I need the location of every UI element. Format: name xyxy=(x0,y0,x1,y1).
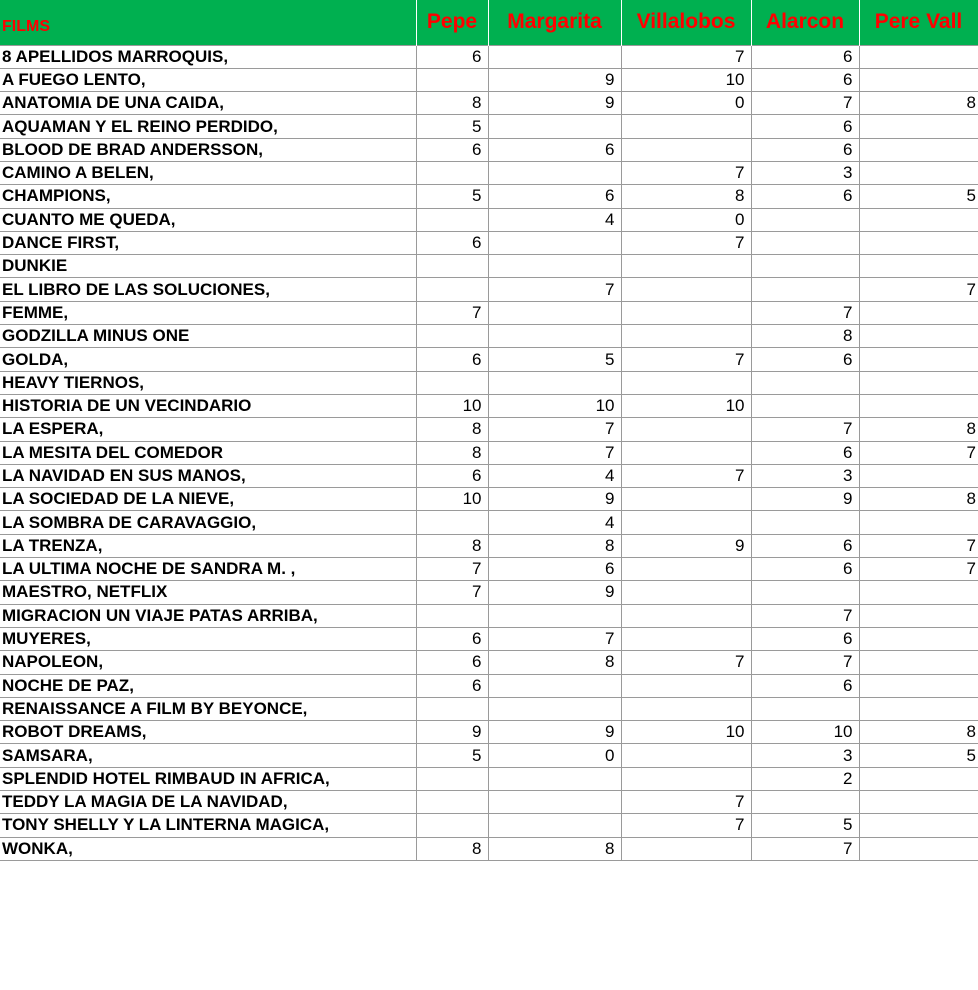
villalobos-rating-cell[interactable]: 10 xyxy=(621,68,751,91)
pepe-rating-cell[interactable]: 10 xyxy=(416,488,488,511)
villalobos-rating-cell[interactable]: 10 xyxy=(621,721,751,744)
film-cell[interactable]: SAMSARA, xyxy=(0,744,416,767)
table-row xyxy=(0,371,978,394)
header-alarcon[interactable]: Alarcon xyxy=(751,0,859,45)
pere-vall-rating-cell[interactable] xyxy=(859,301,978,324)
table-row xyxy=(0,161,978,184)
pere-vall-rating-cell[interactable] xyxy=(859,115,978,138)
alarcon-rating-cell[interactable]: 3 xyxy=(751,161,859,184)
villalobos-rating-cell[interactable] xyxy=(621,627,751,650)
pepe-rating-cell[interactable]: 6 xyxy=(416,45,488,68)
pepe-rating-cell[interactable]: 6 xyxy=(416,627,488,650)
table-row xyxy=(0,185,978,208)
pere-vall-rating-cell[interactable] xyxy=(859,325,978,348)
alarcon-rating-cell[interactable]: 6 xyxy=(751,534,859,557)
pere-vall-rating-cell[interactable] xyxy=(859,604,978,627)
pere-vall-rating-cell[interactable]: 7 xyxy=(859,278,978,301)
pere-vall-rating-cell[interactable] xyxy=(859,68,978,91)
margarita-rating-cell[interactable] xyxy=(488,791,621,814)
margarita-rating-cell[interactable] xyxy=(488,325,621,348)
pepe-rating-cell[interactable] xyxy=(416,814,488,837)
header-pepe[interactable]: Pepe xyxy=(416,0,488,45)
margarita-rating-cell[interactable] xyxy=(488,697,621,720)
pepe-rating-cell[interactable]: 6 xyxy=(416,651,488,674)
alarcon-rating-cell[interactable]: 9 xyxy=(751,488,859,511)
table-row xyxy=(0,558,978,581)
pere-vall-rating-cell[interactable]: 7 xyxy=(859,558,978,581)
alarcon-rating-cell[interactable] xyxy=(751,208,859,231)
villalobos-rating-cell[interactable] xyxy=(621,115,751,138)
villalobos-rating-cell[interactable] xyxy=(621,441,751,464)
pepe-rating-cell[interactable]: 8 xyxy=(416,534,488,557)
margarita-rating-cell[interactable]: 4 xyxy=(488,208,621,231)
alarcon-rating-cell[interactable]: 7 xyxy=(751,651,859,674)
villalobos-rating-cell[interactable] xyxy=(621,837,751,860)
margarita-rating-cell[interactable]: 6 xyxy=(488,138,621,161)
alarcon-rating-cell[interactable] xyxy=(751,278,859,301)
alarcon-rating-cell[interactable]: 7 xyxy=(751,837,859,860)
pepe-rating-cell[interactable] xyxy=(416,208,488,231)
pepe-rating-cell[interactable] xyxy=(416,791,488,814)
table-row xyxy=(0,511,978,534)
alarcon-rating-cell[interactable]: 10 xyxy=(751,721,859,744)
alarcon-rating-cell[interactable]: 8 xyxy=(751,325,859,348)
table-row xyxy=(0,581,978,604)
margarita-rating-cell[interactable] xyxy=(488,255,621,278)
pere-vall-rating-cell[interactable] xyxy=(859,255,978,278)
villalobos-rating-cell[interactable]: 7 xyxy=(621,45,751,68)
table-row xyxy=(0,92,978,115)
pere-vall-rating-cell[interactable] xyxy=(859,138,978,161)
alarcon-rating-cell[interactable] xyxy=(751,697,859,720)
pere-vall-rating-cell[interactable]: 7 xyxy=(859,534,978,557)
pere-vall-rating-cell[interactable] xyxy=(859,697,978,720)
header-pere-vall[interactable]: Pere Vall xyxy=(859,0,978,45)
margarita-rating-cell[interactable] xyxy=(488,301,621,324)
pepe-rating-cell[interactable]: 7 xyxy=(416,581,488,604)
film-cell[interactable]: CHAMPIONS, xyxy=(0,185,416,208)
film-cell[interactable]: LA NAVIDAD EN SUS MANOS, xyxy=(0,464,416,487)
film-cell[interactable]: AQUAMAN Y EL REINO PERDIDO, xyxy=(0,115,416,138)
film-cell[interactable]: GODZILLA MINUS ONE xyxy=(0,325,416,348)
villalobos-rating-cell[interactable] xyxy=(621,325,751,348)
margarita-rating-cell[interactable] xyxy=(488,115,621,138)
pepe-rating-cell[interactable] xyxy=(416,697,488,720)
table-row xyxy=(0,255,978,278)
villalobos-rating-cell[interactable] xyxy=(621,674,751,697)
margarita-rating-cell[interactable]: 8 xyxy=(488,651,621,674)
alarcon-rating-cell[interactable] xyxy=(751,231,859,254)
margarita-rating-cell[interactable] xyxy=(488,674,621,697)
pepe-rating-cell[interactable] xyxy=(416,255,488,278)
pepe-rating-cell[interactable]: 5 xyxy=(416,185,488,208)
alarcon-rating-cell[interactable]: 3 xyxy=(751,744,859,767)
table-row xyxy=(0,208,978,231)
villalobos-rating-cell[interactable]: 7 xyxy=(621,814,751,837)
pere-vall-rating-cell[interactable] xyxy=(859,814,978,837)
table-row xyxy=(0,231,978,254)
pere-vall-rating-cell[interactable] xyxy=(859,581,978,604)
alarcon-rating-cell[interactable]: 6 xyxy=(751,348,859,371)
alarcon-rating-cell[interactable] xyxy=(751,511,859,534)
pere-vall-rating-cell[interactable]: 5 xyxy=(859,185,978,208)
villalobos-rating-cell[interactable] xyxy=(621,301,751,324)
table-row xyxy=(0,744,978,767)
table-row xyxy=(0,837,978,860)
pere-vall-rating-cell[interactable] xyxy=(859,348,978,371)
margarita-rating-cell[interactable]: 6 xyxy=(488,558,621,581)
table-row xyxy=(0,674,978,697)
table-row xyxy=(0,814,978,837)
villalobos-rating-cell[interactable] xyxy=(621,744,751,767)
pepe-rating-cell[interactable] xyxy=(416,604,488,627)
pere-vall-rating-cell[interactable] xyxy=(859,837,978,860)
table-row xyxy=(0,325,978,348)
villalobos-rating-cell[interactable]: 0 xyxy=(621,208,751,231)
margarita-rating-cell[interactable]: 9 xyxy=(488,581,621,604)
table-row xyxy=(0,651,978,674)
pepe-rating-cell[interactable]: 5 xyxy=(416,744,488,767)
table-row xyxy=(0,441,978,464)
table-row xyxy=(0,721,978,744)
pepe-rating-cell[interactable] xyxy=(416,161,488,184)
film-cell[interactable]: LA ESPERA, xyxy=(0,418,416,441)
film-cell[interactable]: ANATOMIA DE UNA CAIDA, xyxy=(0,92,416,115)
margarita-rating-cell[interactable]: 4 xyxy=(488,464,621,487)
pere-vall-rating-cell[interactable] xyxy=(859,464,978,487)
film-cell[interactable]: RENAISSANCE A FILM BY BEYONCE, xyxy=(0,697,416,720)
alarcon-rating-cell[interactable]: 6 xyxy=(751,441,859,464)
table-body xyxy=(0,45,978,860)
alarcon-rating-cell[interactable] xyxy=(751,791,859,814)
villalobos-rating-cell[interactable] xyxy=(621,511,751,534)
alarcon-rating-cell[interactable] xyxy=(751,255,859,278)
villalobos-rating-cell[interactable]: 10 xyxy=(621,394,751,417)
pere-vall-rating-cell[interactable] xyxy=(859,394,978,417)
pere-vall-rating-cell[interactable] xyxy=(859,231,978,254)
header-villalobos[interactable]: Villalobos xyxy=(621,0,751,45)
villalobos-rating-cell[interactable]: 7 xyxy=(621,791,751,814)
alarcon-rating-cell[interactable]: 6 xyxy=(751,45,859,68)
villalobos-rating-cell[interactable] xyxy=(621,418,751,441)
pere-vall-rating-cell[interactable]: 8 xyxy=(859,721,978,744)
film-cell[interactable]: MAESTRO, NETFLIX xyxy=(0,581,416,604)
alarcon-rating-cell[interactable] xyxy=(751,371,859,394)
pepe-rating-cell[interactable] xyxy=(416,278,488,301)
margarita-rating-cell[interactable]: 0 xyxy=(488,744,621,767)
film-cell[interactable]: MUYERES, xyxy=(0,627,416,650)
alarcon-rating-cell[interactable]: 7 xyxy=(751,301,859,324)
pere-vall-rating-cell[interactable]: 7 xyxy=(859,441,978,464)
alarcon-rating-cell[interactable]: 6 xyxy=(751,68,859,91)
margarita-rating-cell[interactable]: 7 xyxy=(488,278,621,301)
table-row xyxy=(0,68,978,91)
margarita-rating-cell[interactable]: 5 xyxy=(488,348,621,371)
pere-vall-rating-cell[interactable] xyxy=(859,511,978,534)
pere-vall-rating-cell[interactable] xyxy=(859,161,978,184)
film-cell[interactable]: DANCE FIRST, xyxy=(0,231,416,254)
pepe-rating-cell[interactable]: 8 xyxy=(416,418,488,441)
villalobos-rating-cell[interactable] xyxy=(621,138,751,161)
table-row xyxy=(0,464,978,487)
pepe-rating-cell[interactable]: 8 xyxy=(416,92,488,115)
pere-vall-rating-cell[interactable] xyxy=(859,651,978,674)
film-cell[interactable]: LA MESITA DEL COMEDOR xyxy=(0,441,416,464)
table-row xyxy=(0,488,978,511)
villalobos-rating-cell[interactable]: 7 xyxy=(621,231,751,254)
villalobos-rating-cell[interactable]: 0 xyxy=(621,92,751,115)
film-cell[interactable]: MIGRACION UN VIAJE PATAS ARRIBA, xyxy=(0,604,416,627)
margarita-rating-cell[interactable]: 8 xyxy=(488,534,621,557)
margarita-rating-cell[interactable] xyxy=(488,767,621,790)
villalobos-rating-cell[interactable] xyxy=(621,488,751,511)
villalobos-rating-cell[interactable] xyxy=(621,278,751,301)
film-cell[interactable]: EL LIBRO DE LAS SOLUCIONES, xyxy=(0,278,416,301)
pepe-rating-cell[interactable] xyxy=(416,68,488,91)
pepe-rating-cell[interactable]: 6 xyxy=(416,138,488,161)
pepe-rating-cell[interactable] xyxy=(416,511,488,534)
film-cell[interactable]: LA ULTIMA NOCHE DE SANDRA M. , xyxy=(0,558,416,581)
margarita-rating-cell[interactable]: 8 xyxy=(488,837,621,860)
alarcon-rating-cell[interactable]: 5 xyxy=(751,814,859,837)
villalobos-rating-cell[interactable]: 8 xyxy=(621,185,751,208)
alarcon-rating-cell[interactable]: 2 xyxy=(751,767,859,790)
pere-vall-rating-cell[interactable]: 8 xyxy=(859,92,978,115)
margarita-rating-cell[interactable]: 6 xyxy=(488,185,621,208)
film-cell[interactable]: FEMME, xyxy=(0,301,416,324)
pere-vall-rating-cell[interactable]: 8 xyxy=(859,418,978,441)
margarita-rating-cell[interactable]: 7 xyxy=(488,441,621,464)
villalobos-rating-cell[interactable] xyxy=(621,581,751,604)
villalobos-rating-cell[interactable] xyxy=(621,255,751,278)
table-row xyxy=(0,138,978,161)
film-cell[interactable]: BLOOD DE BRAD ANDERSSON, xyxy=(0,138,416,161)
villalobos-rating-cell[interactable] xyxy=(621,558,751,581)
villalobos-rating-cell[interactable] xyxy=(621,767,751,790)
alarcon-rating-cell[interactable]: 6 xyxy=(751,674,859,697)
header-margarita[interactable]: Margarita xyxy=(488,0,621,45)
alarcon-rating-cell[interactable] xyxy=(751,394,859,417)
film-cell[interactable]: 8 APELLIDOS MARROQUIS, xyxy=(0,45,416,68)
table-row xyxy=(0,627,978,650)
table-row xyxy=(0,394,978,417)
table-row xyxy=(0,278,978,301)
margarita-rating-cell[interactable] xyxy=(488,161,621,184)
pepe-rating-cell[interactable]: 6 xyxy=(416,674,488,697)
alarcon-rating-cell[interactable]: 6 xyxy=(751,627,859,650)
pepe-rating-cell[interactable] xyxy=(416,767,488,790)
villalobos-rating-cell[interactable]: 7 xyxy=(621,348,751,371)
film-cell[interactable]: CAMINO A BELEN, xyxy=(0,161,416,184)
film-cell[interactable]: LA SOMBRA DE CARAVAGGIO, xyxy=(0,511,416,534)
alarcon-rating-cell[interactable]: 6 xyxy=(751,185,859,208)
pepe-rating-cell[interactable]: 5 xyxy=(416,115,488,138)
margarita-rating-cell[interactable]: 10 xyxy=(488,394,621,417)
film-cell[interactable]: TEDDY LA MAGIA DE LA NAVIDAD, xyxy=(0,791,416,814)
alarcon-rating-cell[interactable]: 7 xyxy=(751,418,859,441)
film-cell[interactable]: GOLDA, xyxy=(0,348,416,371)
header-films[interactable]: FILMS xyxy=(0,0,416,45)
pere-vall-rating-cell[interactable] xyxy=(859,627,978,650)
table-row xyxy=(0,534,978,557)
alarcon-rating-cell[interactable]: 7 xyxy=(751,92,859,115)
pepe-rating-cell[interactable]: 10 xyxy=(416,394,488,417)
villalobos-rating-cell[interactable]: 7 xyxy=(621,651,751,674)
margarita-rating-cell[interactable]: 4 xyxy=(488,511,621,534)
alarcon-rating-cell[interactable]: 3 xyxy=(751,464,859,487)
pere-vall-rating-cell[interactable] xyxy=(859,371,978,394)
header-row xyxy=(0,0,978,45)
villalobos-rating-cell[interactable]: 7 xyxy=(621,161,751,184)
alarcon-rating-cell[interactable]: 6 xyxy=(751,115,859,138)
film-cell[interactable]: CUANTO ME QUEDA, xyxy=(0,208,416,231)
margarita-rating-cell[interactable] xyxy=(488,814,621,837)
villalobos-rating-cell[interactable] xyxy=(621,604,751,627)
film-cell[interactable]: SPLENDID HOTEL RIMBAUD IN AFRICA, xyxy=(0,767,416,790)
film-cell[interactable]: HEAVY TIERNOS, xyxy=(0,371,416,394)
film-cell[interactable]: A FUEGO LENTO, xyxy=(0,68,416,91)
pepe-rating-cell[interactable] xyxy=(416,371,488,394)
margarita-rating-cell[interactable]: 9 xyxy=(488,68,621,91)
pere-vall-rating-cell[interactable] xyxy=(859,208,978,231)
table-row xyxy=(0,45,978,68)
pepe-rating-cell[interactable]: 7 xyxy=(416,558,488,581)
pere-vall-rating-cell[interactable]: 5 xyxy=(859,744,978,767)
pepe-rating-cell[interactable]: 7 xyxy=(416,301,488,324)
table-row xyxy=(0,697,978,720)
film-cell[interactable]: LA TRENZA, xyxy=(0,534,416,557)
table-row xyxy=(0,767,978,790)
alarcon-rating-cell[interactable]: 6 xyxy=(751,558,859,581)
pere-vall-rating-cell[interactable] xyxy=(859,45,978,68)
margarita-rating-cell[interactable]: 9 xyxy=(488,92,621,115)
alarcon-rating-cell[interactable]: 6 xyxy=(751,138,859,161)
pere-vall-rating-cell[interactable]: 8 xyxy=(859,488,978,511)
pepe-rating-cell[interactable]: 6 xyxy=(416,464,488,487)
pere-vall-rating-cell[interactable] xyxy=(859,791,978,814)
film-cell[interactable]: ROBOT DREAMS, xyxy=(0,721,416,744)
table-row xyxy=(0,791,978,814)
film-cell[interactable]: LA SOCIEDAD DE LA NIEVE, xyxy=(0,488,416,511)
pepe-rating-cell[interactable]: 9 xyxy=(416,721,488,744)
film-cell[interactable]: DUNKIE xyxy=(0,255,416,278)
margarita-rating-cell[interactable]: 7 xyxy=(488,627,621,650)
film-cell[interactable]: NAPOLEON, xyxy=(0,651,416,674)
villalobos-rating-cell[interactable] xyxy=(621,697,751,720)
margarita-rating-cell[interactable]: 9 xyxy=(488,488,621,511)
table-row xyxy=(0,348,978,371)
villalobos-rating-cell[interactable]: 7 xyxy=(621,464,751,487)
pepe-rating-cell[interactable]: 6 xyxy=(416,231,488,254)
pepe-rating-cell[interactable]: 8 xyxy=(416,441,488,464)
pepe-rating-cell[interactable] xyxy=(416,325,488,348)
pepe-rating-cell[interactable]: 6 xyxy=(416,348,488,371)
film-cell[interactable]: HISTORIA DE UN VECINDARIO xyxy=(0,394,416,417)
pere-vall-rating-cell[interactable] xyxy=(859,767,978,790)
villalobos-rating-cell[interactable] xyxy=(621,371,751,394)
margarita-rating-cell[interactable] xyxy=(488,371,621,394)
film-cell[interactable]: TONY SHELLY Y LA LINTERNA MAGICA, xyxy=(0,814,416,837)
table-row xyxy=(0,418,978,441)
margarita-rating-cell[interactable]: 9 xyxy=(488,721,621,744)
film-cell[interactable]: NOCHE DE PAZ, xyxy=(0,674,416,697)
table-row xyxy=(0,301,978,324)
margarita-rating-cell[interactable] xyxy=(488,231,621,254)
villalobos-rating-cell[interactable]: 9 xyxy=(621,534,751,557)
margarita-rating-cell[interactable] xyxy=(488,604,621,627)
margarita-rating-cell[interactable]: 7 xyxy=(488,418,621,441)
pepe-rating-cell[interactable]: 8 xyxy=(416,837,488,860)
alarcon-rating-cell[interactable]: 7 xyxy=(751,604,859,627)
table-row xyxy=(0,604,978,627)
pere-vall-rating-cell[interactable] xyxy=(859,674,978,697)
table-row xyxy=(0,115,978,138)
alarcon-rating-cell[interactable] xyxy=(751,581,859,604)
film-cell[interactable]: WONKA, xyxy=(0,837,416,860)
margarita-rating-cell[interactable] xyxy=(488,45,621,68)
